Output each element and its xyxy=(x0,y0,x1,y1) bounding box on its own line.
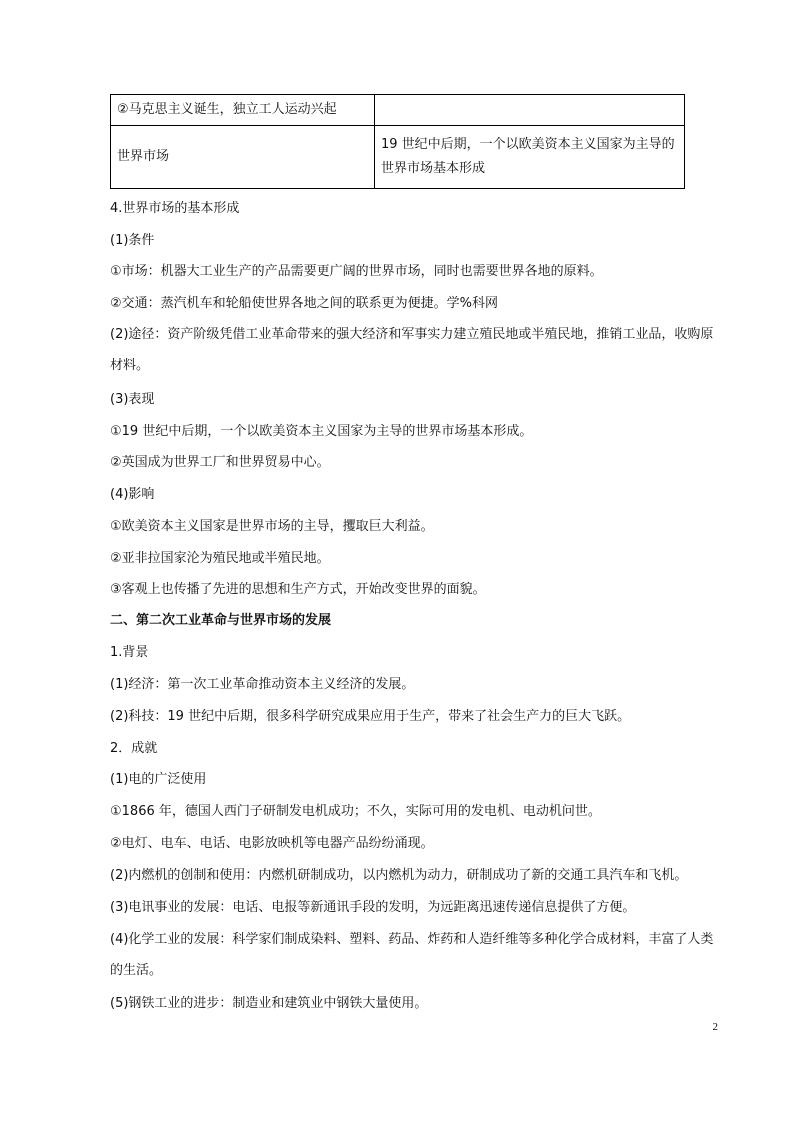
body-line: ②交通：蒸汽机车和轮船使世界各地之间的联系更为便捷。学%科网 xyxy=(110,296,499,311)
body-line: (1)电的广泛使用 xyxy=(110,772,207,787)
body-line: (1)条件 xyxy=(110,233,155,248)
body-line: ①市场：机器大工业生产的产品需要更广阔的世界市场，同时也需要世界各地的原料。 xyxy=(110,264,603,279)
body-line: (3)电讯事业的发展：电话、电报等新通讯手段的发明，为远距离迅速传递信息提供了方便。 xyxy=(110,900,636,915)
table-cell xyxy=(375,95,685,126)
body-line: (4)化学工业的发展：科学家们制成染料、塑料、药品、炸药和人造纤维等多种化学合成材料，丰富了人类的生活。 xyxy=(110,932,714,978)
body-line: (2)科技：19 世纪中后期，很多科学研究成果应用于生产，带来了社会生产力的巨大飞跃。 xyxy=(110,709,631,724)
body-line: (3)表现 xyxy=(110,392,155,407)
body-line: ①19 世纪中后期，一个以欧美资本主义国家为主导的世界市场基本形成。 xyxy=(110,424,533,439)
section-heading: 二、第二次工业革命与世界市场的发展 xyxy=(110,613,332,628)
body-line: (5)钢铁工业的进步：制造业和建筑业中钢铁大量使用。 xyxy=(110,996,428,1011)
body-line: 4.世界市场的基本形成 xyxy=(110,201,240,216)
body-line: 2．成就 xyxy=(110,741,158,756)
body-line: 1.背景 xyxy=(110,645,149,660)
body-line: (4)影响 xyxy=(110,487,155,502)
body-line: (1)经济：第一次工业革命推动资本主义经济的发展。 xyxy=(110,677,415,692)
body-line: (2)途径：资产阶级凭借工业革命带来的强大经济和军事实力建立殖民地或半殖民地，推销工业品，收购原材料。 xyxy=(110,327,714,373)
comparison-table xyxy=(110,94,685,189)
body-line: (2)内燃机的创制和使用：内燃机研制成功，以内燃机为动力，研制成功了新的交通工具汽车和飞机。 xyxy=(110,868,688,883)
table-row xyxy=(111,95,685,126)
body-line: ③客观上也传播了先进的思想和生产方式，开始改变世界的面貌。 xyxy=(110,582,486,597)
body-line: ②英国成为世界工厂和世界贸易中心。 xyxy=(110,455,330,470)
table-row xyxy=(111,126,685,189)
table-cell: ②马克思主义诞生，独立工人运动兴起 xyxy=(111,95,375,126)
table-cell: 19 世纪中后期，一个以欧美资本主义国家为主导的世界市场基本形成 xyxy=(375,126,685,189)
page-number: 2 xyxy=(712,1021,718,1033)
body-line: ②电灯、电车、电话、电影放映机等电器产品纷纷涌现。 xyxy=(110,836,434,851)
body-line: ①1866 年，德国人西门子研制发电机成功；不久，实际可用的发电机、电动机问世。 xyxy=(110,804,601,819)
body-line: ①欧美资本主义国家是世界市场的主导，攫取巨大利益。 xyxy=(110,519,434,534)
table-cell: 世界市场 xyxy=(111,126,375,189)
body-line: ②亚非拉国家沦为殖民地或半殖民地。 xyxy=(110,551,330,566)
